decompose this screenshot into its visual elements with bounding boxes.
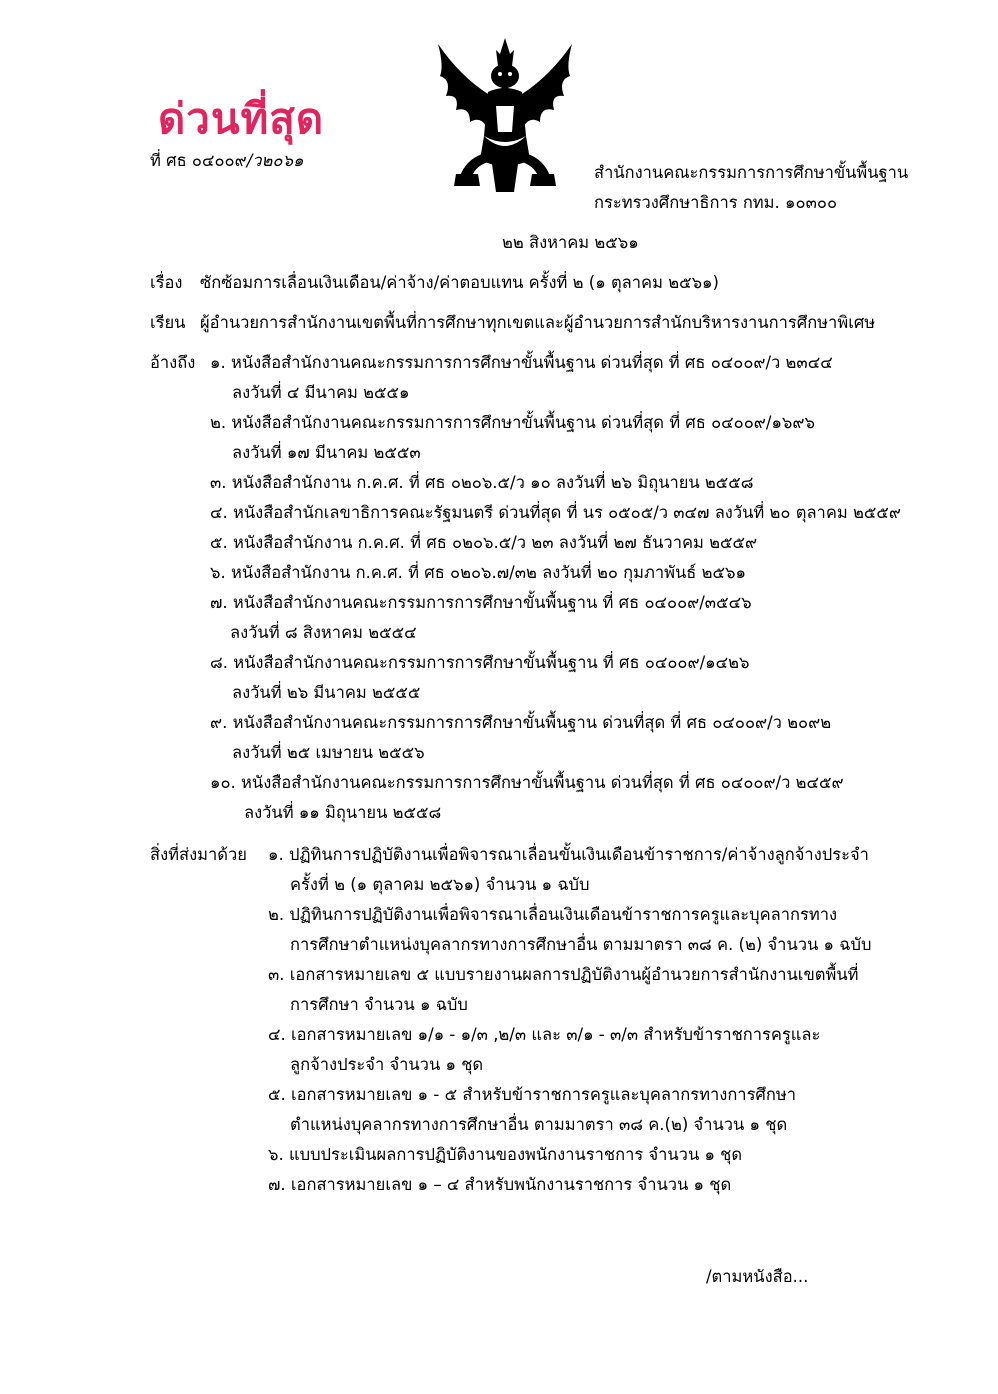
enclosures-label: สิ่งที่ส่งมาด้วย: [150, 845, 247, 864]
recipient-text: ผู้อำนวยการสำนักงานเขตพื้นที่การศึกษาทุกเขตและผู้อำนวยการสำนักบริหารงานการศึกษาพิเศษ: [200, 313, 876, 332]
enclosure-item: ๗. เอกสารหมายเลข ๑ – ๔ สำหรับพนักงานราชการ จำนวน ๑ ชุด: [268, 1175, 732, 1194]
reference-item-date: ลงวันที่ ๔ มีนาคม ๒๕๕๑: [232, 383, 410, 402]
references-label: อ้างถึง: [150, 353, 196, 372]
reference-item: ๗. หนังสือสำนักงานคณะกรรมการการศึกษาขั้นพื้นฐาน ที่ ศธ ๐๔๐๐๙/๓๕๔๖: [210, 593, 752, 612]
continuation-note: /ตามหนังสือ...: [706, 1267, 809, 1286]
subject-label: เรื่อง: [150, 273, 183, 292]
reference-number-prefix: ที่ ศธ ๐๔๐๐๙: [150, 151, 247, 170]
reference-item: ๑๐. หนังสือสำนักงานคณะกรรมการการศึกษาขั้นพื้นฐาน ด่วนที่สุด ที่ ศธ ๐๔๐๐๙/ว ๒๔๕๙: [210, 773, 844, 792]
organization-name: สำนักงานคณะกรรมการการศึกษาขั้นพื้นฐาน: [594, 163, 909, 182]
enclosure-item: ๖. แบบประเมินผลการปฏิบัติงานของพนักงานราชการ จำนวน ๑ ชุด: [268, 1145, 743, 1164]
reference-item: ๒. หนังสือสำนักงานคณะกรรมการการศึกษาขั้นพื้นฐาน ด่วนที่สุด ที่ ศธ ๐๔๐๐๙/๑๖๙๖: [210, 413, 815, 432]
reference-number-handwritten: /ว๒๐๖๑: [246, 151, 304, 170]
reference-item: ๙. หนังสือสำนักงานคณะกรรมการการศึกษาขั้นพื้นฐาน ด่วนที่สุด ที่ ศธ ๐๔๐๐๙/ว ๒๐๙๒: [210, 713, 832, 732]
reference-item: ๑. หนังสือสำนักงานคณะกรรมการการศึกษาขั้นพื้นฐาน ด่วนที่สุด ที่ ศธ ๐๔๐๐๙/ว ๒๓๔๔: [210, 353, 833, 372]
subject-text: ซักซ้อมการเลื่อนเงินเดือน/ค่าจ้าง/ค่าตอบแทน ครั้งที่ ๒ (๑ ตุลาคม ๒๕๖๑): [200, 273, 719, 292]
enclosure-item: ๒. ปฏิทินการปฏิบัติงานเพื่อพิจารณาเลื่อนเงินเดือนข้าราชการครูและบุคลากรทาง: [268, 905, 838, 924]
reference-item: ๓. หนังสือสำนักงาน ก.ค.ศ. ที่ ศธ ๐๒๐๖.๕/ว ๑๐ ลงวันที่ ๒๖ มิถุนายน ๒๕๕๘: [210, 473, 754, 492]
garuda-emblem-icon: [430, 36, 580, 196]
urgent-stamp: ด่วนที่สุด: [158, 94, 325, 143]
reference-item-date: ลงวันที่ ๒๕ เมษายน ๒๕๕๖: [232, 743, 425, 762]
enclosure-item: ๔. เอกสารหมายเลข ๑/๑ - ๑/๓ ,๒/๓ และ ๓/๑ - ๓/๓ สำหรับข้าราชการครูและ: [268, 1025, 821, 1044]
enclosure-item: ๓. เอกสารหมายเลข ๕ แบบรายงานผลการปฏิบัติงานผู้อำนวยการสำนักงานเขตพื้นที่: [268, 965, 859, 984]
reference-item: ๕. หนังสือสำนักงาน ก.ค.ศ. ที่ ศธ ๐๒๐๖.๕/ว ๒๓ ลงวันที่ ๒๗ ธันวาคม ๒๕๕๙: [210, 533, 758, 552]
document-date: ๒๒ สิงหาคม ๒๕๖๑: [502, 233, 639, 252]
organization-block: [594, 158, 908, 218]
enclosure-item-cont: การศึกษาตำแหน่งบุคลากรทางการศึกษาอื่น ตามมาตรา ๓๘ ค. (๒) จำนวน ๑ ฉบับ: [290, 935, 872, 954]
reference-item-date: ลงวันที่ ๑๗ มีนาคม ๒๕๕๓: [232, 443, 421, 462]
reference-item-date: ลงวันที่ ๘ สิงหาคม ๒๕๕๔: [230, 623, 417, 642]
enclosure-item-cont: ตำแหน่งบุคลากรทางการศึกษาอื่น ตามมาตรา ๓๘ ค.(๒) จำนวน ๑ ชุด: [290, 1115, 788, 1134]
reference-item-date: ลงวันที่ ๒๖ มีนาคม ๒๕๕๕: [232, 683, 421, 702]
reference-item-date: ลงวันที่ ๑๑ มิถุนายน ๒๕๕๘: [244, 803, 442, 822]
organization-address: กระทรวงศึกษาธิการ กทม. ๑๐๓๐๐: [594, 193, 838, 212]
reference-number: [150, 146, 303, 176]
recipient-label: เรียน: [150, 313, 186, 332]
enclosure-item-cont: ลูกจ้างประจำ จำนวน ๑ ชุด: [290, 1055, 484, 1074]
enclosure-item: ๑. ปฏิทินการปฏิบัติงานเพื่อพิจารณาเลื่อนขั้นเงินเดือนข้าราชการ/ค่าจ้างลูกจ้างประจำ: [268, 845, 869, 864]
reference-item: ๖. หนังสือสำนักงาน ก.ค.ศ. ที่ ศธ ๐๒๐๖.๗/๓๒ ลงวันที่ ๒๐ กุมภาพันธ์ ๒๕๖๑: [210, 563, 746, 582]
enclosure-item: ๕. เอกสารหมายเลข ๑ - ๕ สำหรับข้าราชการครูและบุคลากรทางการศึกษา: [268, 1085, 797, 1104]
reference-item: ๘. หนังสือสำนักงานคณะกรรมการการศึกษาขั้นพื้นฐาน ที่ ศธ ๐๔๐๐๙/๑๔๒๖: [210, 653, 750, 672]
enclosure-item-cont: การศึกษา จำนวน ๑ ฉบับ: [290, 995, 468, 1014]
reference-item: ๔. หนังสือสำนักเลขาธิการคณะรัฐมนตรี ด่วนที่สุด ที่ นร ๐๕๐๕/ว ๓๔๗ ลงวันที่ ๒๐ ตุลาคม ๒๕๕๙: [210, 503, 901, 522]
enclosure-item-cont: ครั้งที่ ๒ (๑ ตุลาคม ๒๕๖๑) จำนวน ๑ ฉบับ: [290, 875, 590, 894]
